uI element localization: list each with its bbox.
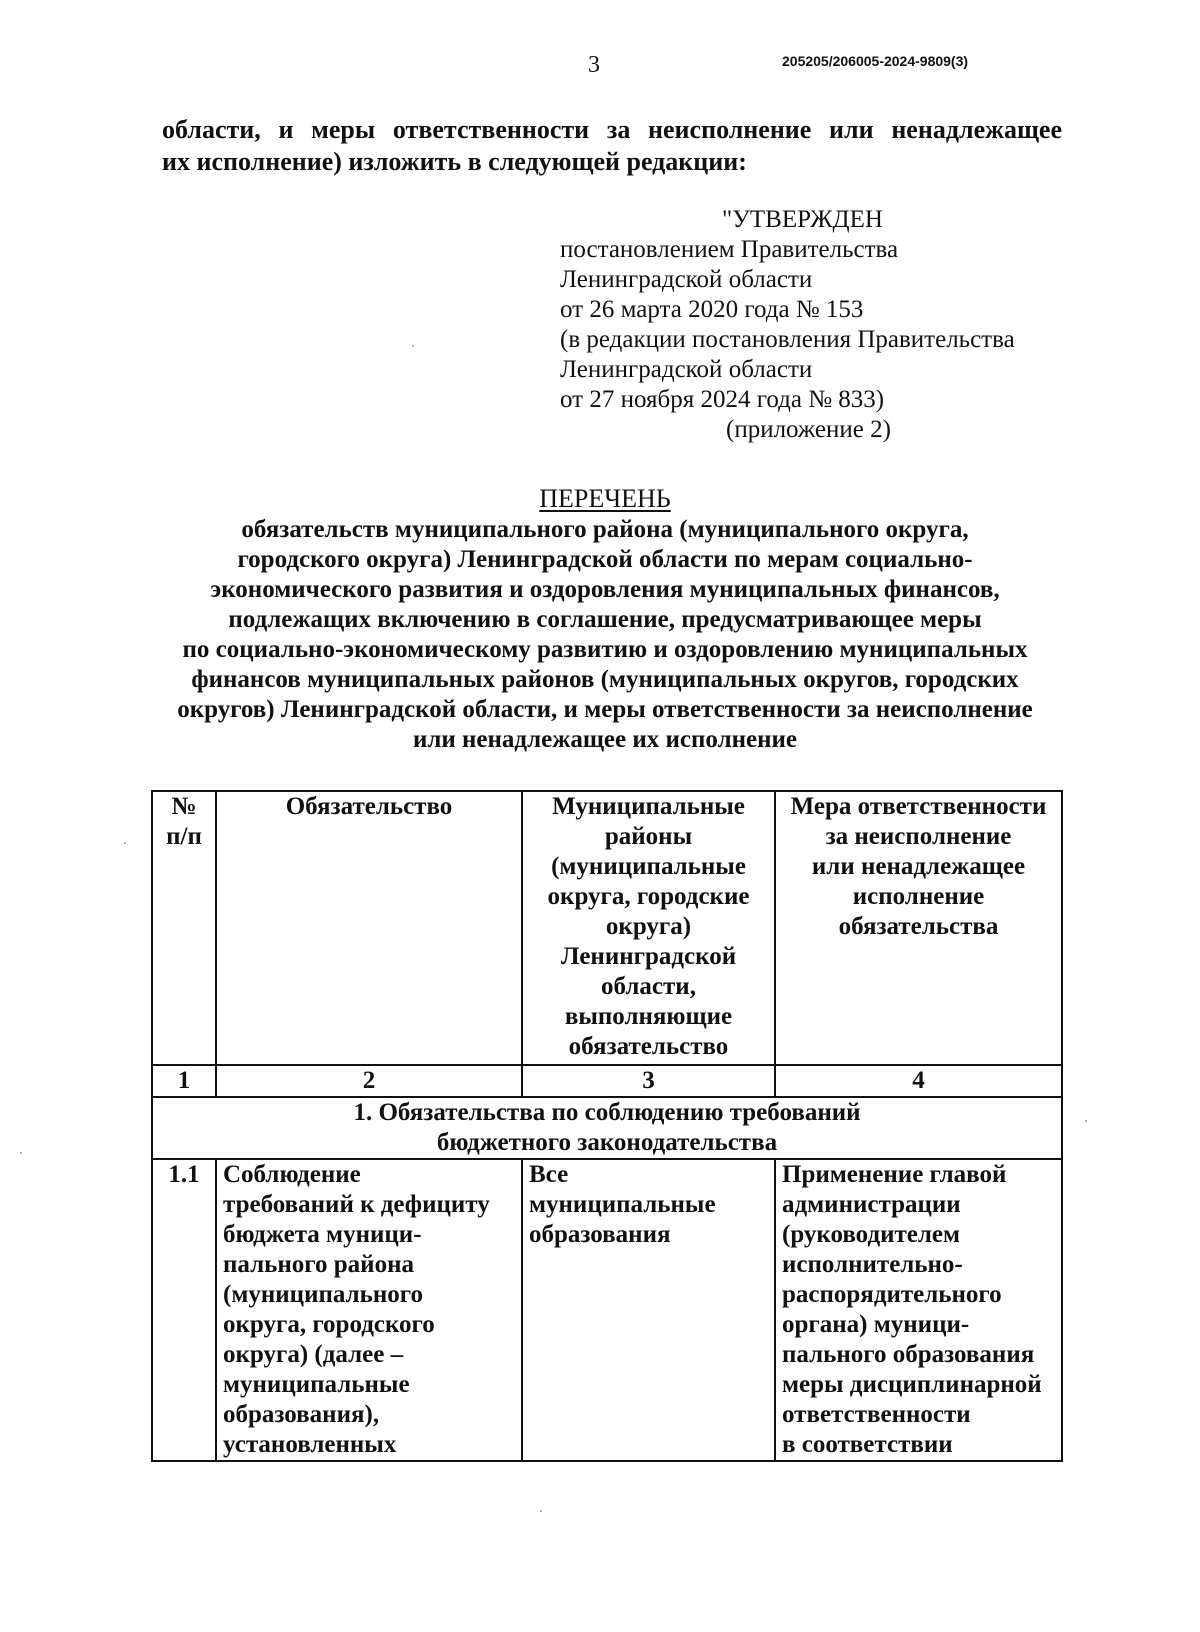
document-subtitle — [150, 515, 1060, 755]
header-cell-number: № п/п — [152, 791, 216, 1065]
obligations-table — [151, 790, 1063, 1462]
approval-stamp — [560, 205, 1015, 445]
subtitle-line: подлежащих включению в соглашение, предусматривающее меры — [228, 606, 982, 633]
approval-line: постановлением Правительства — [560, 236, 899, 263]
section-heading: 1. Обязательства по соблюдению требований бюджетного законодательства — [152, 1097, 1062, 1159]
subtitle-line: городского округа) Ленинградской области по мерам социально- — [237, 546, 973, 573]
column-number: 2 — [216, 1065, 522, 1097]
header-cell-districts: Муниципальные районы (муниципальные округа, городские округа) Ленинградской области, выполняющие обязательство — [522, 791, 775, 1065]
table-row — [152, 1159, 1062, 1461]
intro-line: их исполнение) изложить в следующей редакции: — [162, 147, 747, 176]
subtitle-line: по социально-экономическому развитию и оздоровлению муниципальных — [182, 636, 1028, 663]
scan-speck — [20, 1152, 22, 1154]
subtitle-line: экономического развития и оздоровления муниципальных финансов, — [210, 576, 1000, 603]
column-number: 1 — [152, 1065, 216, 1097]
approval-line: Ленинградской области — [560, 266, 813, 293]
page-number: 3 — [588, 52, 600, 78]
approval-line: (в редакции постановления Правительства — [560, 326, 1015, 353]
row-obligation: Соблюдение требований к дефициту бюджета муници- пального района (муниципального округа, городского округа) (далее – муниципальные образования), установленных — [216, 1159, 522, 1461]
table-header-row — [152, 791, 1062, 1065]
intro-paragraph — [162, 114, 1062, 178]
section-row — [152, 1097, 1062, 1159]
column-number-row — [152, 1065, 1062, 1097]
subtitle-line: обязательств муниципального района (муниципального округа, — [241, 516, 969, 543]
approval-line: от 26 марта 2020 года № 153 — [560, 296, 864, 323]
subtitle-line: округов) Ленинградской области, и меры ответственности за неисполнение — [177, 696, 1033, 723]
intro-line: области, и меры ответственности за неисполнение или ненадлежащее — [162, 115, 1062, 144]
row-districts: Все муниципальные образования — [522, 1159, 775, 1461]
column-number: 3 — [522, 1065, 775, 1097]
approval-line: (приложение 2) — [726, 416, 891, 443]
approval-line: "УТВЕРЖДЕН — [722, 206, 883, 233]
header-cell-measure: Мера ответственности за неисполнение или ненадлежащее исполнение обязательства — [775, 791, 1062, 1065]
row-number: 1.1 — [152, 1159, 216, 1461]
scan-speck — [412, 345, 414, 347]
scan-speck — [124, 842, 126, 844]
row-measure: Применение главой администрации (руководителем исполнительно- распорядительного органа) муници- пального образования меры дисциплинарной ответственности в соответствии — [775, 1159, 1062, 1461]
header-cell-obligation: Обязательство — [216, 791, 522, 1065]
approval-line: от 27 ноября 2024 года № 833) — [560, 386, 885, 413]
subtitle-line: финансов муниципальных районов (муниципальных округов, городских — [191, 666, 1019, 693]
scan-speck — [1085, 1120, 1087, 1122]
approval-line: Ленинградской области — [560, 356, 813, 383]
document-title: ПЕРЕЧЕНЬ — [539, 484, 671, 513]
document-heading — [150, 483, 1060, 755]
scan-speck — [540, 1510, 542, 1512]
subtitle-line: или ненадлежащее их исполнение — [412, 726, 798, 753]
document-id: 205205/206005-2024-9809(3) — [782, 53, 969, 69]
column-number: 4 — [775, 1065, 1062, 1097]
